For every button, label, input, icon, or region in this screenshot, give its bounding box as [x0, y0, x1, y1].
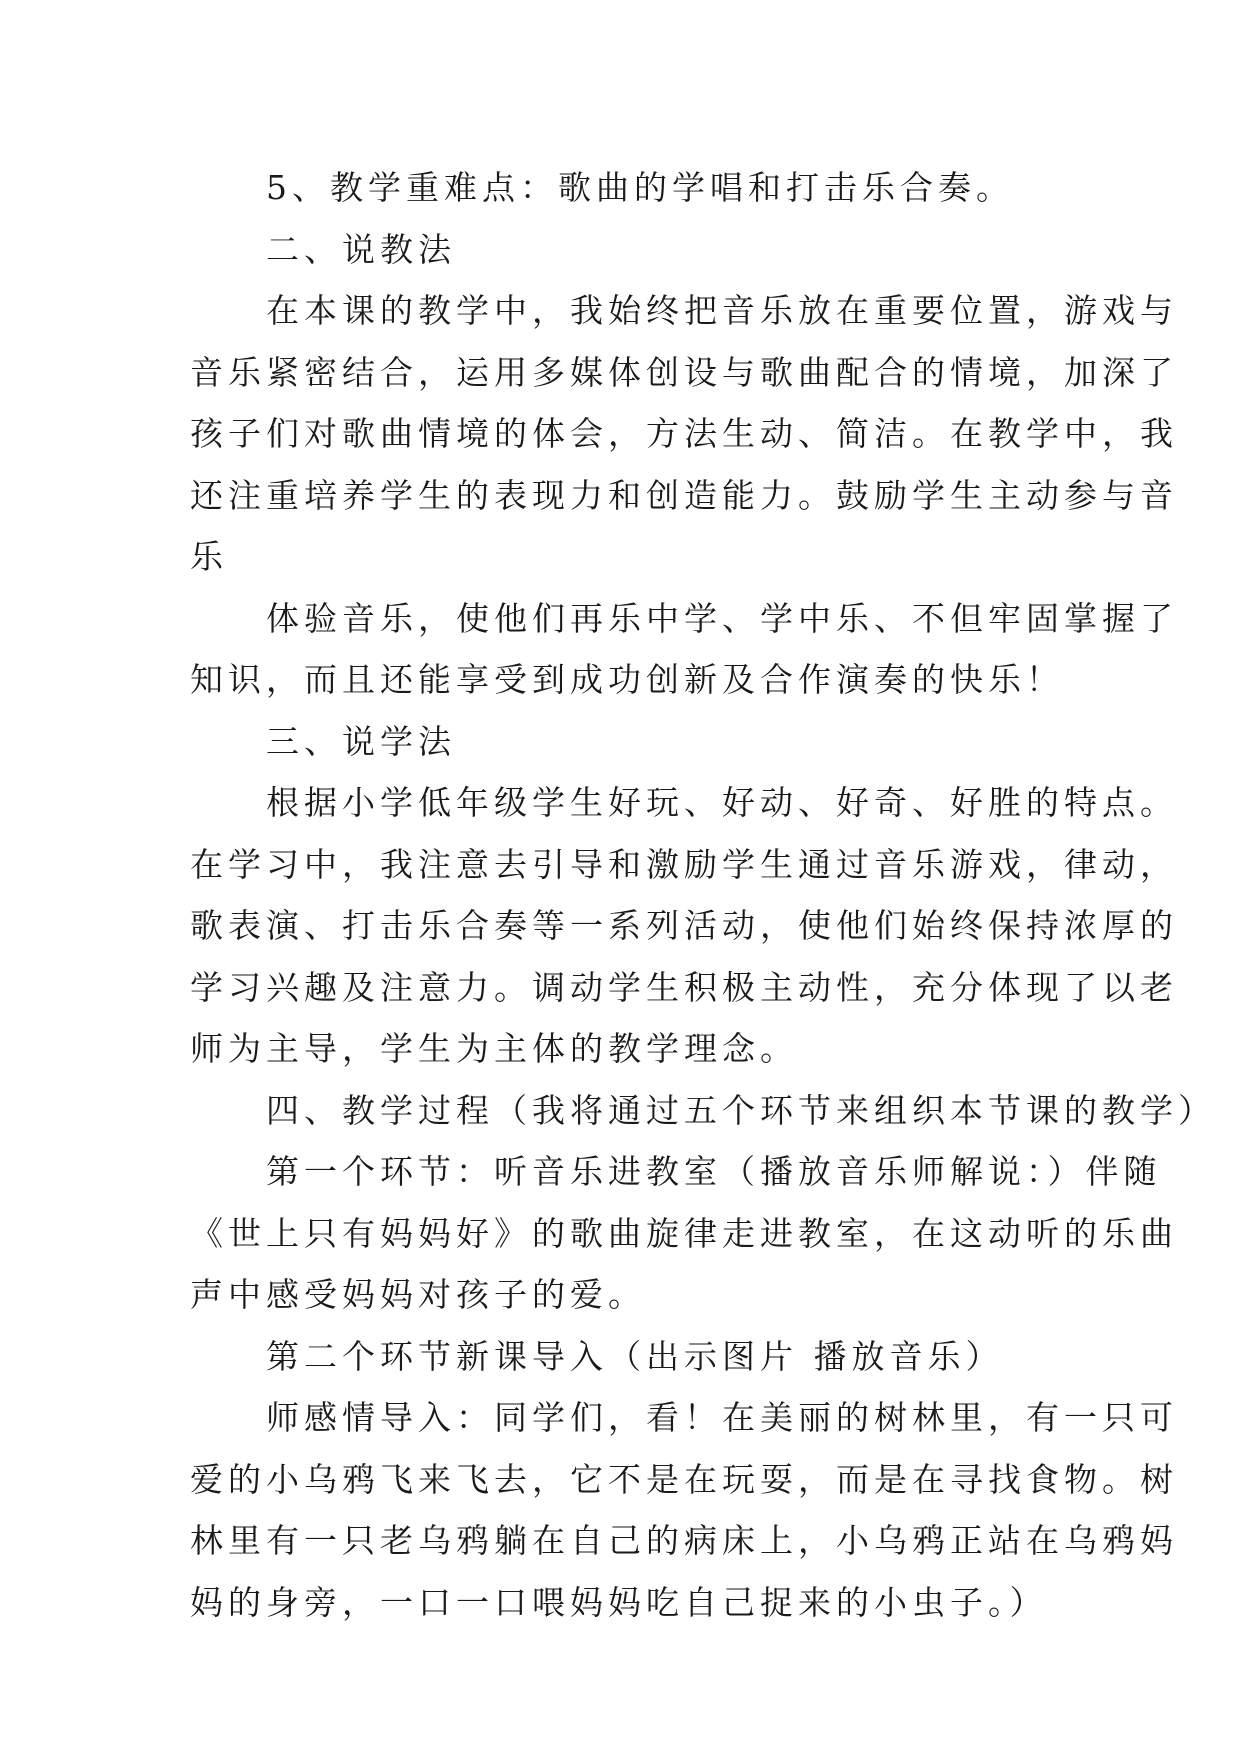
text-line: 根据小学低年级学生好玩、好动、好奇、好胜的特点。: [190, 783, 1178, 822]
text-line: 在本课的教学中，我始终把音乐放在重要位置，游戏与: [190, 291, 1178, 330]
text-line: 还注重培养学生的表现力和创造能力。鼓励学生主动参与音: [190, 475, 1178, 515]
section-heading-teaching-process: 四、教学过程（我将通过五个环节来组织本节课的教学）: [190, 1090, 1216, 1130]
text-line: 林里有一只老乌鸦躺在自己的病床上，小乌鸦正站在乌鸦妈: [190, 1521, 1178, 1560]
text-line: 声中感受妈妈对孩子的爱。: [190, 1275, 646, 1314]
section-heading-teaching-method: 二、说教法: [190, 229, 456, 269]
text-line: 知识，而且还能享受到成功创新及合作演奏的快乐！: [190, 660, 1064, 699]
text-line: 体验音乐，使他们再乐中学、学中乐、不但牢固掌握了: [190, 598, 1178, 638]
text-line: 爱的小乌鸦飞来飞去，它不是在玩耍，而是在寻找食物。树: [190, 1459, 1178, 1499]
document-body: [190, 157, 1216, 1633]
text-line: 5、教学重难点：歌曲的学唱和打击乐合奏。: [190, 168, 1014, 207]
text-line: 歌表演、打击乐合奏等一系列活动，使他们始终保持浓厚的: [190, 906, 1178, 945]
text-line: 师为主导，学生为主体的教学理念。: [190, 1029, 798, 1068]
text-line: 乐: [190, 537, 228, 576]
text-line: 妈的身旁，一口一口喂妈妈吃自己捉来的小虫子。）: [190, 1582, 1048, 1622]
text-line: 第一个环节：听音乐进教室（播放音乐师解说：）伴随: [190, 1152, 1162, 1191]
text-line: 孩子们对歌曲情境的体会，方法生动、简洁。在教学中，我: [190, 414, 1178, 453]
text-line: 《世上只有妈妈好》的歌曲旋律走进教室，在这动听的乐曲: [190, 1213, 1178, 1253]
text-line: 在学习中，我注意去引导和激励学生通过音乐游戏，律动，: [190, 844, 1178, 884]
section-heading-learning-method: 三、说学法: [190, 721, 456, 761]
text-line: 师感情导入：同学们，看！在美丽的树林里，有一只可: [190, 1398, 1178, 1437]
text-line: 音乐紧密结合，运用多媒体创设与歌曲配合的情境，加深了: [190, 352, 1178, 392]
text-line: 第二个环节新课导入（出示图片 播放音乐）: [190, 1336, 1004, 1376]
text-line: 学习兴趣及注意力。调动学生积极主动性，充分体现了以老: [190, 967, 1178, 1007]
